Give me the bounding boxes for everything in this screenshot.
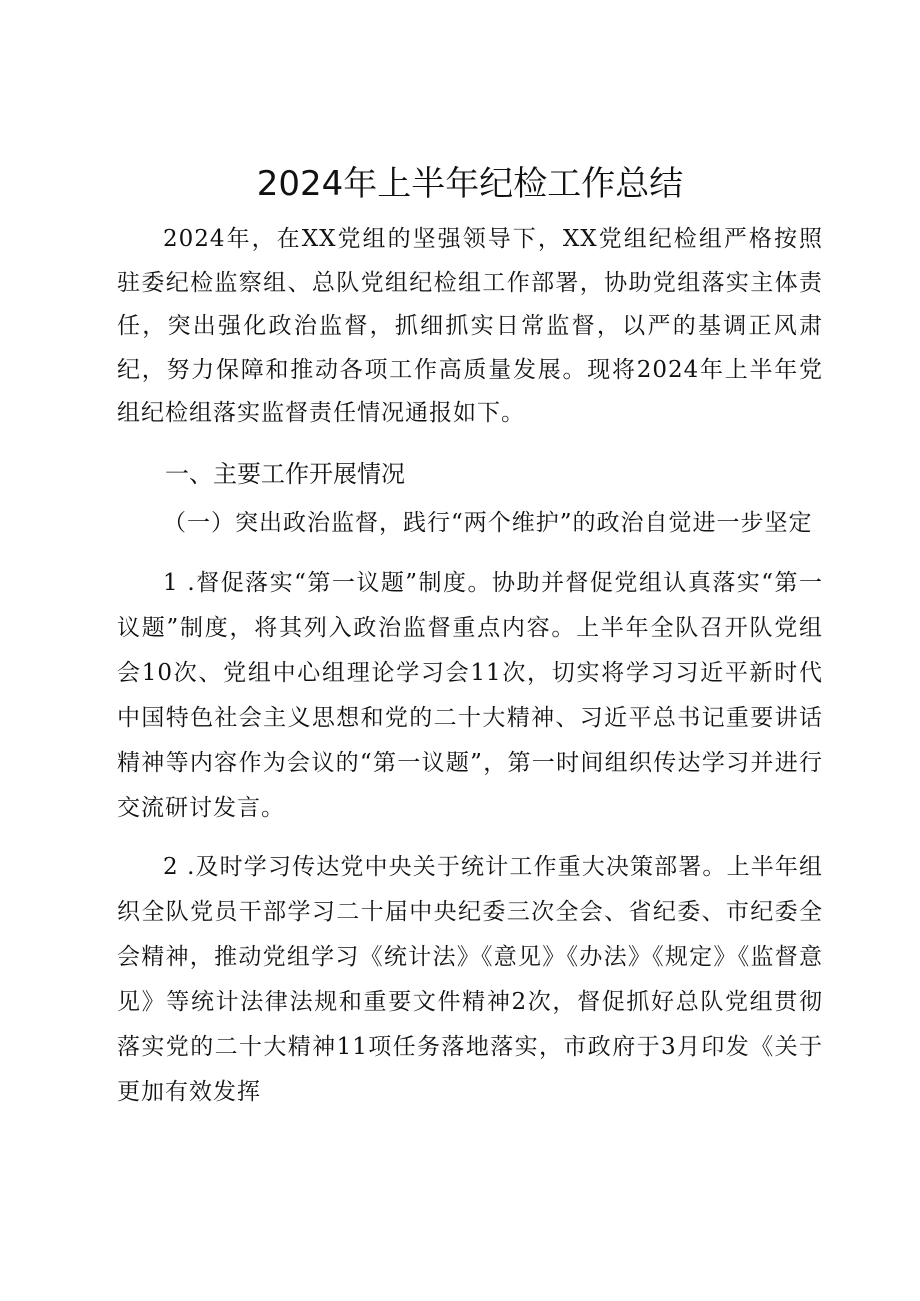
item-paragraph-2: 2 .及时学习传达党中央关于统计工作重大决策部署。上半年组织全队党员干部学习二十届中央纪委三次全会、省纪委、市纪委全会精神，推动党组学习《统计法》《意见》《办法》《规定》《监督意见》等统计法律法规和重要文件精神2次，督促抓好总队党组贯彻落实党的二十大精神11项任务落地落实，市政府于3月印发《关于更加有效发挥: [117, 853, 823, 1105]
intro-paragraph: 2024年，在XX党组的坚强领导下，XX党组纪检组严格按照驻委纪检监察组、总队党组纪检组工作部署，协助党组落实主体责任，突出强化政治监督，抓细抓实日常监督，以严的基调正风肃纪，努力保障和推动各项工作高质量发展。现将2024年上半年党组纪检组落实监督责任情况通报如下。: [117, 226, 823, 426]
section-heading: 一、主要工作开展情况: [165, 459, 405, 488]
spacer: [117, 547, 823, 561]
subsection-heading: （一）突出政治监督，践行“两个维护”的政治自觉进一步坚定: [163, 509, 813, 536]
item-paragraph-1: 1 .督促落实“第一议题”制度。协助并督促党组认真落实“第一议题”制度，将其列入政治监督重点内容。上半年全队召开队党组会10次、党组中心组理论学习会11次，切实将学习习近平新时代中国特色社会主义思想和党的二十大精神、习近平总书记重要讲话精神等内容作为会议的“第一议题”，第一时间组织传达学习并进行交流研讨发言。: [117, 569, 823, 821]
document-title: 2024年上半年纪检工作总结: [256, 164, 684, 204]
document-body: [117, 150, 823, 1115]
spacer: [117, 831, 823, 845]
